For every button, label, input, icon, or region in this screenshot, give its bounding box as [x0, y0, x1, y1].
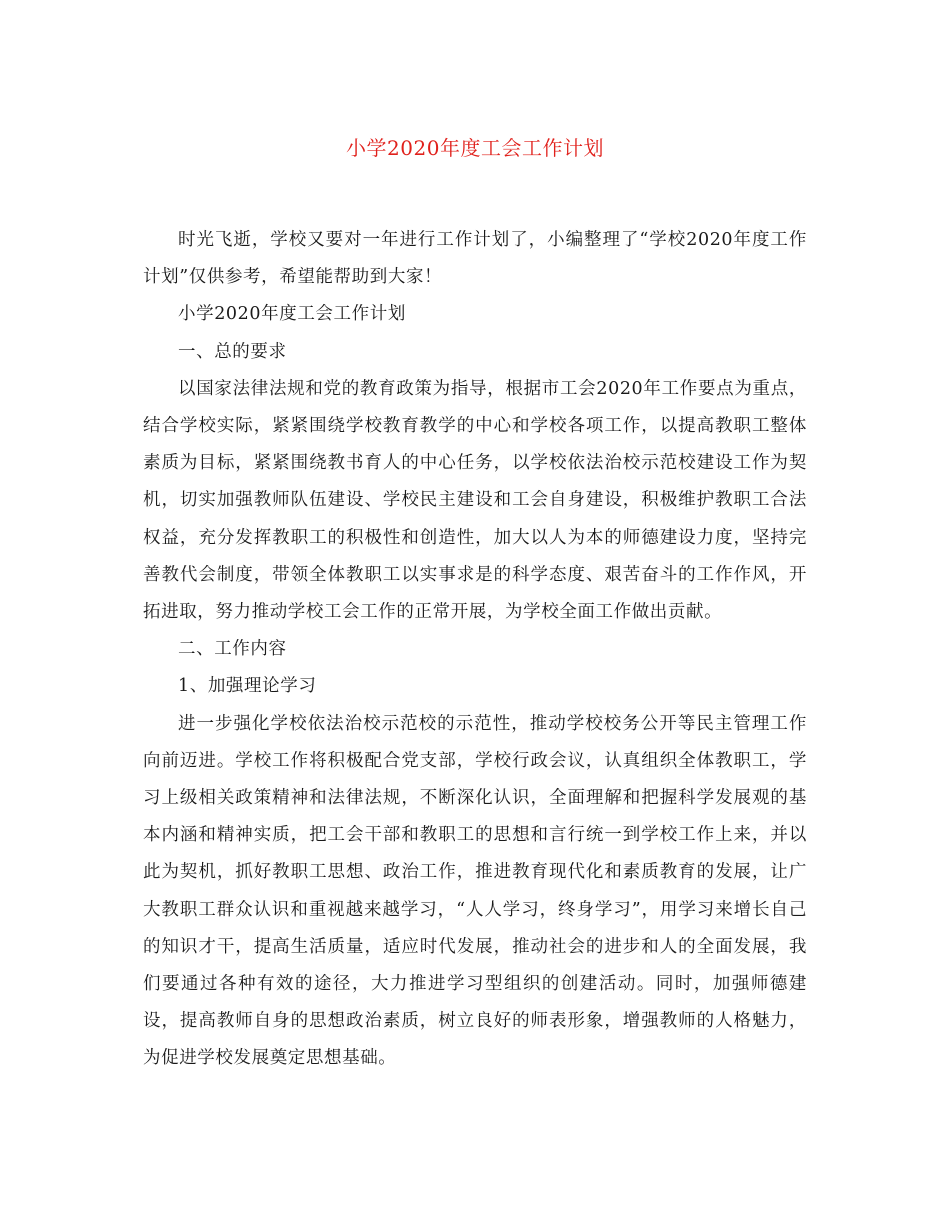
general-requirements-paragraph: 以国家法律法规和党的教育政策为指导，根据市工会2020年工作要点为重点，结合学校实际，紧紧围绕学校教育教学的中心和学校各项工作，以提高教职工整体素质为目标，紧紧围绕教书育人的中心任务，以学校依法治校示范校建设工作为契机，切实加强教师队伍建设、学校民主建设和工会自身建设，积极维护教职工合法权益，充分发挥教职工的积极性和创造性，加大以人为本的师德建设力度，坚持完善教代会制度，带领全体教职工以实事求是的科学态度、艰苦奋斗的工作作风，开拓进取，努力推动学校工会工作的正常开展，为学校全面工作做出贡献。	[143, 378, 807, 623]
intro-paragraph: 时光飞逝，学校又要对一年进行工作计划了，小编整理了“学校2020年度工作计划”仅供参考，希望能帮助到大家！	[143, 230, 807, 288]
document-body	[143, 222, 807, 1078]
section-heading-work-content: 二、工作内容	[178, 639, 287, 660]
plan-subtitle: 小学2020年度工会工作计划	[178, 304, 406, 325]
theory-study-paragraph: 进一步强化学校依法治校示范校的示范性，推动学校校务公开等民主管理工作向前迈进。学校工作将积极配合党支部，学校行政会议，认真组织全体教职工，学习上级相关政策精神和法律法规，不断深化认识，全面理解和把握科学发展观的基本内涵和精神实质，把工会干部和教职工的思想和言行统一到学校工作上来，并以此为契机，抓好教职工思想、政治工作，推进教育现代化和素质教育的发展，让广大教职工群众认识和重视越来越学习，“人人学习，终身学习”，用学习来增长自己的知识才干，提高生活质量，适应时代发展，推动社会的进步和人的全面发展，我们要通过各种有效的途径，大力推进学习型组织的创建活动。同时，加强师德建设，提高教师自身的思想政治素质，树立良好的师表形象，增强教师的人格魅力，为促进学校发展奠定思想基础。	[143, 713, 807, 1069]
subsection-heading-theory-study: 1、加强理论学习	[178, 676, 317, 697]
document-title: 小学2020年度工会工作计划	[346, 136, 604, 160]
section-heading-general-requirements: 一、总的要求	[178, 341, 287, 362]
